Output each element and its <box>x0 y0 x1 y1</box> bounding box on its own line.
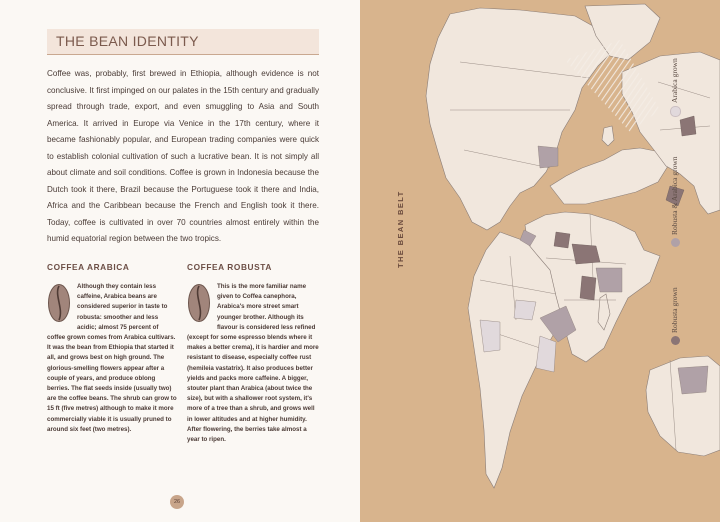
heading-box <box>47 29 319 55</box>
robusta-heading: COFFEA ROBUSTA <box>187 262 272 272</box>
legend-robusta-label: Robusta grown <box>670 287 679 333</box>
coffee-bean-icon <box>47 283 71 323</box>
legend-arabica <box>670 58 681 117</box>
arabica-body <box>47 282 177 435</box>
coffee-bean-icon <box>187 283 211 323</box>
right-page <box>360 0 720 522</box>
legend-robusta <box>670 287 680 345</box>
arabica-heading: COFFEA ARABICA <box>47 262 130 272</box>
arabica-swatch-icon <box>670 106 681 117</box>
both-swatch-icon <box>671 238 680 247</box>
map-title: THE BEAN BELT <box>396 190 405 268</box>
world-map <box>360 0 720 522</box>
page-title: THE BEAN IDENTITY <box>56 33 199 49</box>
robusta-swatch-icon <box>671 336 680 345</box>
legend-both-label: Robusta & Arabica grown <box>670 156 679 235</box>
page-number: 26 <box>170 495 184 509</box>
arabica-text: Although they contain less caffeine, Arabica beans are considered superior in taste to robusta: smoother and less acidic; almost 75 percent of coffee grown comes from Arabica cultivars. It was the bean from Ethiopia that started it all, and grows best on high ground. The glorious-smelling flowers appear after a couple of years, and produce oblong berries. The flat seeds inside (usually two) are the coffee beans. The shrub can grow to 15 ft (five metres) although to make it more commercially viable it is usually pruned to around six feet (two metres). <box>47 283 177 433</box>
legend-both <box>670 156 680 247</box>
uk-landmass <box>602 126 614 146</box>
robusta-text: This is the more familiar name given to Coffea canephora, Arabica's more street smart younger brother. Although its flavour is considered less refined (except for some espresso blends where it makes a better crema), it is hardier and more resistant to disease, especially coffee rust (hemileia vastatrix). It also produces better yields and packs more caffeine. A bigger, stouter plant than Arabica (about twice the size), but with a shallower root system, it's more of a tree than a shrub, and grows well in lower altitudes and at higher humidity. After flowering, the berries take almost a year to ripen. <box>187 283 319 444</box>
robusta-section <box>187 262 320 445</box>
arabica-section <box>47 262 177 435</box>
intro-paragraph: Coffee was, probably, first brewed in Ethiopia, although evidence is not conclusive. It first impinged on our palates in the 15th century and gradually spread through trade, export, and even smuggling to Asia and South America. It arrived in Europe via Venice in the 17th century, where it became fashionably popular, and European trading companies were quick to establish colonial cultivation of such a lucrative bean. It is not simply all about climate and soil conditions. Coffee is grown in Indonesia because the Dutch took it there, Brazil because the Portuguese took it there and India, Africa and the Caribbean because the French and English took it there. Today, coffee is cultivated in over 70 countries almost entirely within the humid equatorial region between the two tropics. <box>47 69 319 243</box>
europe-landmass <box>550 148 668 204</box>
robusta-body <box>187 282 320 445</box>
legend-arabica-label: Arabica grown <box>670 58 680 103</box>
